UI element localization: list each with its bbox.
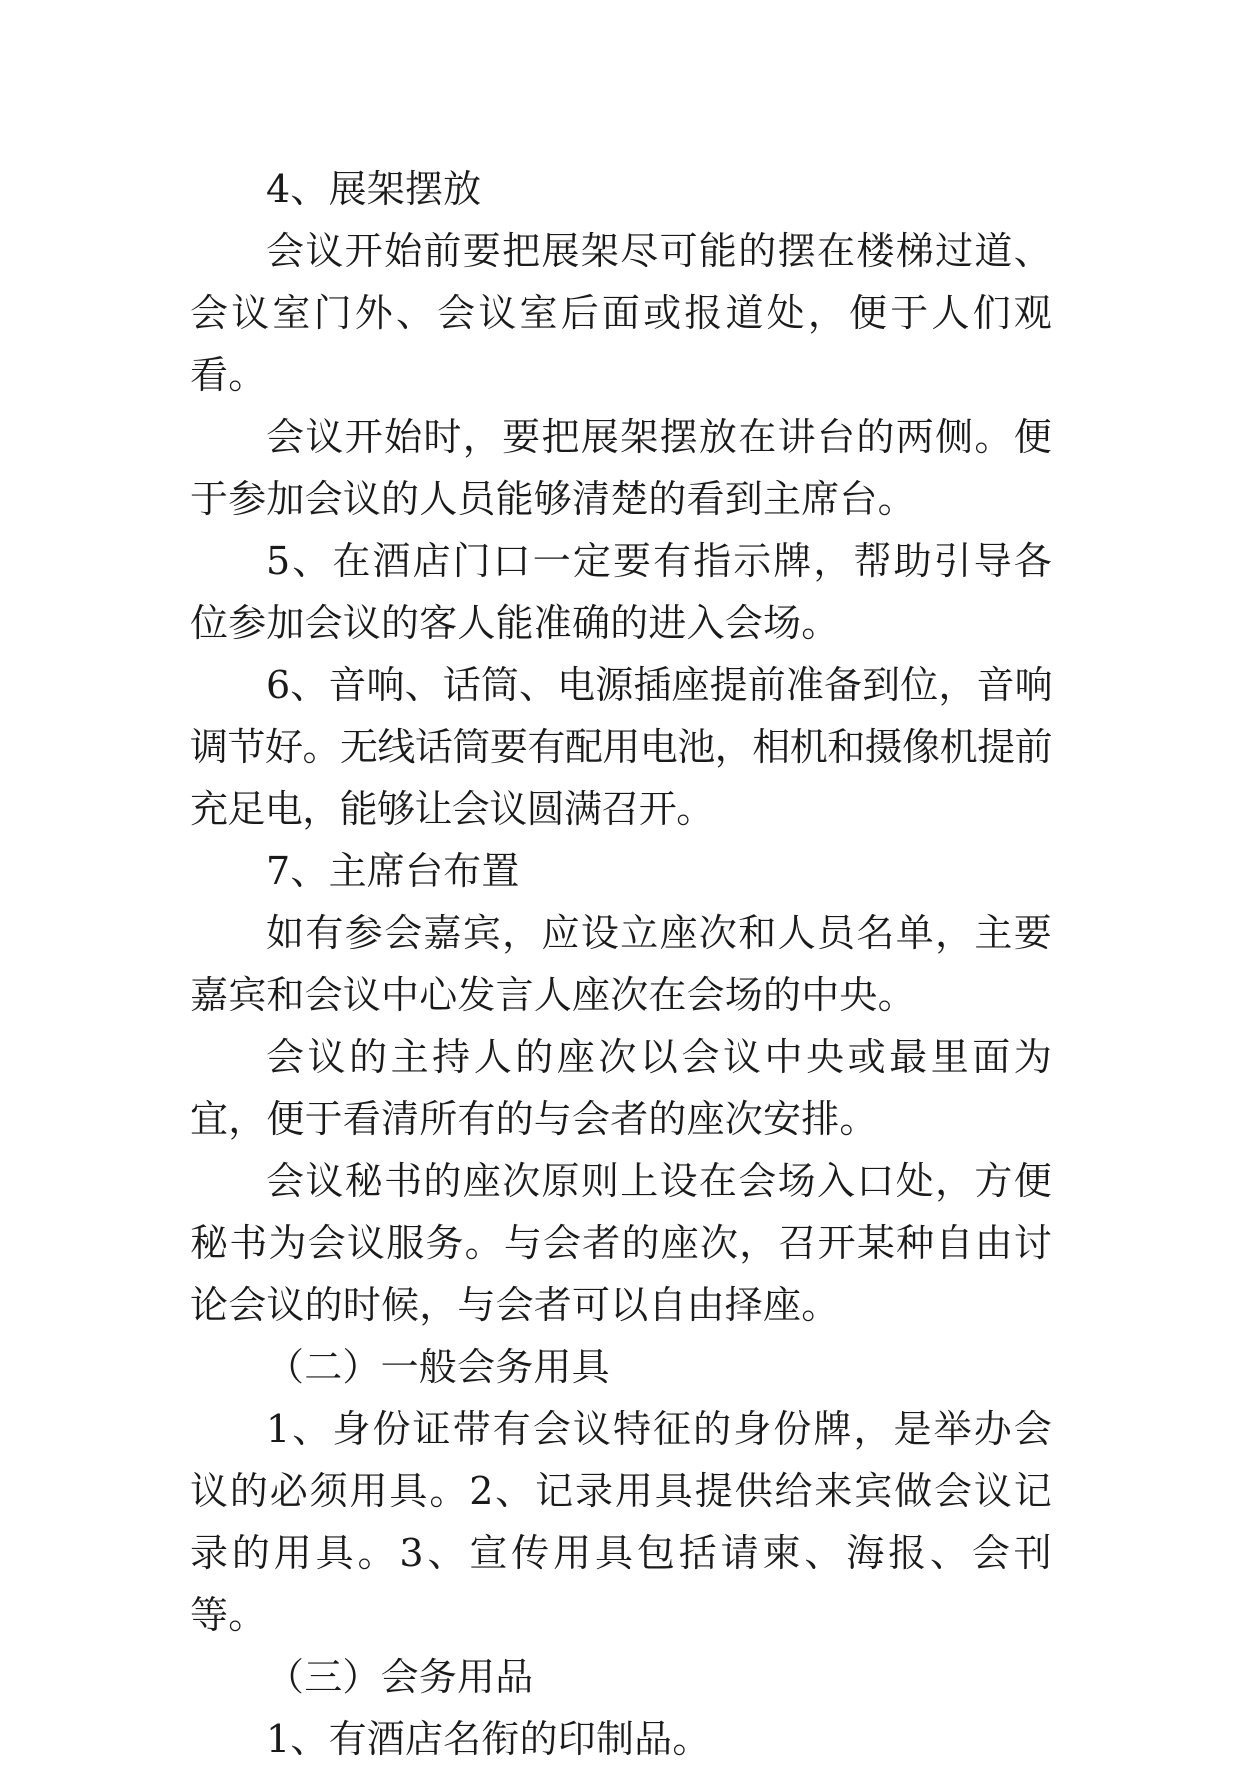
- section-heading-rostrum: 7、主席台布置: [266, 849, 520, 893]
- section-heading-display-stand: 4、展架摆放: [266, 167, 482, 211]
- paragraph-stand-before-meeting: 会议开始前要把展架尽可能的摆在楼梯过道、会议室门外、会议室后面或报道处，便于人们观看。: [190, 229, 1052, 397]
- paragraph-audio-equipment: 6、音响、话筒、电源插座提前准备到位，音响调节好。无线话筒要有配用电池，相机和摄像机提前充足电，能够让会议圆满召开。: [190, 663, 1052, 831]
- paragraph-printed-materials: 1、有酒店名衔的印制品。: [266, 1717, 711, 1761]
- section-heading-general-supplies: （二）一般会务用具: [266, 1345, 610, 1389]
- paragraph-hotel-signage: 5、在酒店门口一定要有指示牌，帮助引导各位参加会议的客人能准确的进入会场。: [190, 539, 1052, 645]
- document-body: [190, 158, 1052, 1770]
- paragraph-guest-seating: 如有参会嘉宾，应设立座次和人员名单，主要嘉宾和会议中心发言人座次在会场的中央。: [190, 911, 1052, 1017]
- paragraph-stand-during-meeting: 会议开始时，要把展架摆放在讲台的两侧。便于参加会议的人员能够清楚的看到主席台。: [190, 415, 1052, 521]
- section-heading-meeting-items: （三）会务用品: [266, 1655, 534, 1699]
- paragraph-secretary-seating: 会议秘书的座次原则上设在会场入口处，方便秘书为会议服务。与会者的座次，召开某种自由讨论会议的时候，与会者可以自由择座。: [190, 1159, 1052, 1327]
- paragraph-supplies-list: 1、身份证带有会议特征的身份牌，是举办会议的必须用具。2、记录用具提供给来宾做会议记录的用具。3、宣传用具包括请柬、海报、会刊等。: [190, 1407, 1052, 1637]
- paragraph-host-seating: 会议的主持人的座次以会议中央或最里面为宜，便于看清所有的与会者的座次安排。: [190, 1035, 1052, 1141]
